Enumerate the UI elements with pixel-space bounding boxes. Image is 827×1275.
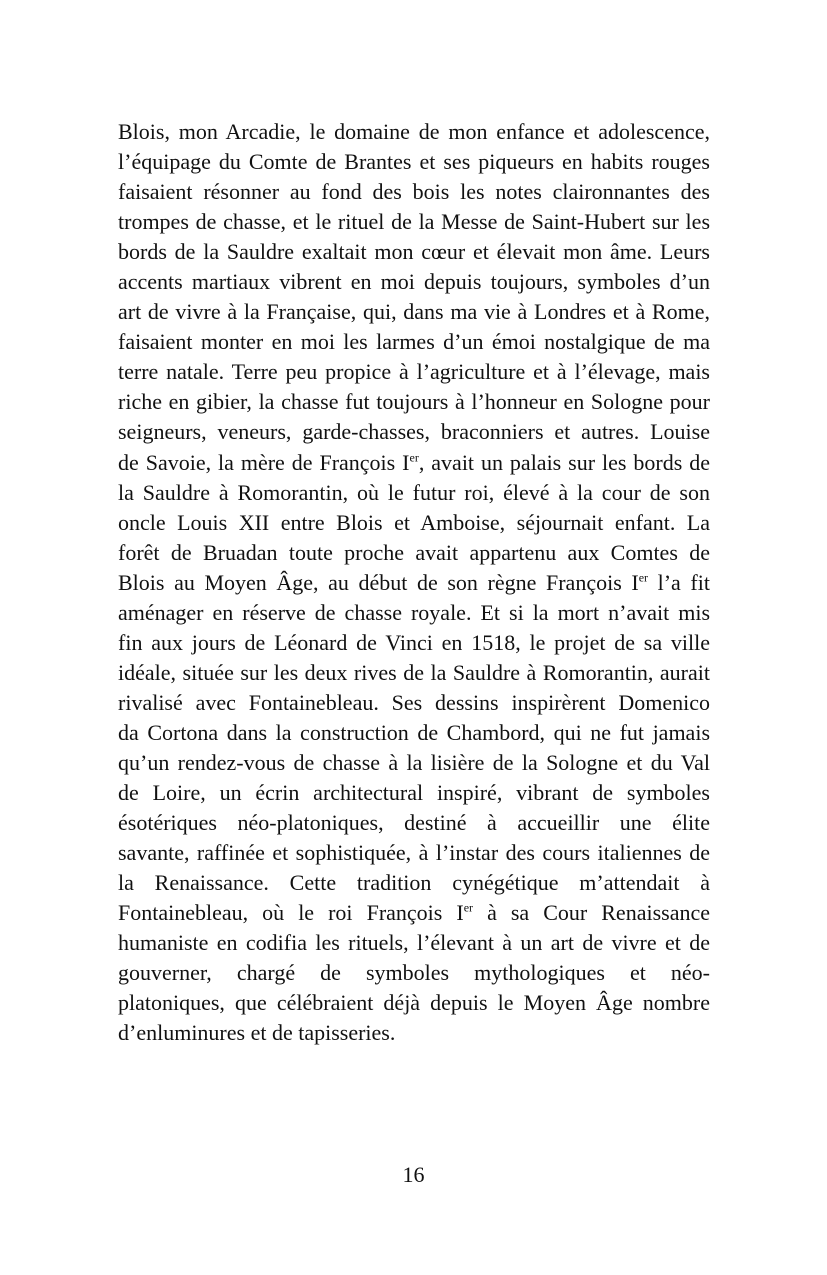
text-line: gouverner, chargé de symboles mythologiques et néo- <box>118 960 710 986</box>
superscript: er <box>638 570 649 585</box>
text-line: seigneurs, veneurs, garde-chasses, braconniers et autres. Louise <box>118 419 710 445</box>
superscript: er <box>409 450 419 465</box>
text-line: qu’un rendez-vous de chasse à la lisière de la Sologne et du Val <box>118 749 710 775</box>
text-line: accents martiaux vibrent en moi depuis toujours, symboles d’un <box>118 269 710 295</box>
text-segment: , avait un palais sur les bords de <box>418 449 710 475</box>
text-line: trompes de chasse, et le rituel de la Messe de Saint-Hubert sur les <box>118 209 710 235</box>
text-line: de Loire, un écrin architectural inspiré, vibrant de symboles <box>118 780 710 806</box>
body-text <box>118 117 710 1048</box>
text-line: riche en gibier, la chasse fut toujours à l’honneur en Sologne pour <box>118 389 710 415</box>
text-line: l’équipage du Comte de Brantes et ses piqueurs en habits rouges <box>118 149 710 175</box>
superscript: er <box>463 900 474 915</box>
text-line: savante, raffinée et sophistiquée, à l’instar des cours italiennes de <box>118 840 710 866</box>
text-line <box>118 898 710 928</box>
text-segment: Fontainebleau, où le roi François I <box>118 900 464 926</box>
text-line: bords de la Sauldre exaltait mon cœur et élevait mon âme. Leurs <box>118 239 710 265</box>
text-line: humaniste en codifia les rituels, l’élevant à un art de vivre et de <box>118 930 710 956</box>
text-line: d’enluminures et de tapisseries. <box>118 1020 396 1046</box>
text-line: platoniques, que célébraient déjà depuis le Moyen Âge nombre <box>118 990 710 1016</box>
text-line: fin aux jours de Léonard de Vinci en 1518, le projet de sa ville <box>118 629 710 655</box>
text-line: forêt de Bruadan toute proche avait appartenu aux Comtes de <box>118 539 710 565</box>
text-line: aménager en réserve de chasse royale. Et si la mort n’avait mis <box>118 599 710 625</box>
page-number: 16 <box>402 1162 425 1187</box>
text-line <box>118 568 710 598</box>
text-line: idéale, située sur les deux rives de la Sauldre à Romorantin, aurait <box>118 659 710 685</box>
text-line: faisaient résonner au fond des bois les notes claironnantes des <box>118 179 710 205</box>
text-line <box>118 448 710 478</box>
text-line: Blois, mon Arcadie, le domaine de mon enfance et adolescence, <box>118 119 710 144</box>
text-line: da Cortona dans la construction de Chambord, qui ne fut jamais <box>118 719 710 745</box>
text-line: faisaient monter en moi les larmes d’un émoi nostalgique de ma <box>118 329 710 355</box>
text-segment: à sa Cour Renaissance <box>473 900 710 926</box>
text-line: ésotériques néo-platoniques, destiné à accueillir une élite <box>118 810 710 836</box>
text-line: oncle Louis XII entre Blois et Amboise, séjournait enfant. La <box>118 509 710 535</box>
text-segment: l’a fit <box>648 569 710 595</box>
text-line: terre natale. Terre peu propice à l’agriculture et à l’élevage, mais <box>118 359 710 385</box>
text-line: la Sauldre à Romorantin, où le futur roi, élevé à la cour de son <box>118 479 710 505</box>
text-segment: de Savoie, la mère de François I <box>118 449 410 475</box>
text-line: la Renaissance. Cette tradition cynégétique m’attendait à <box>118 870 710 896</box>
text-segment: Blois au Moyen Âge, au début de son règne François I <box>118 569 639 595</box>
text-line: rivalisé avec Fontainebleau. Ses dessins inspirèrent Domenico <box>118 689 710 715</box>
text-line: art de vivre à la Française, qui, dans ma vie à Londres et à Rome, <box>118 299 710 325</box>
